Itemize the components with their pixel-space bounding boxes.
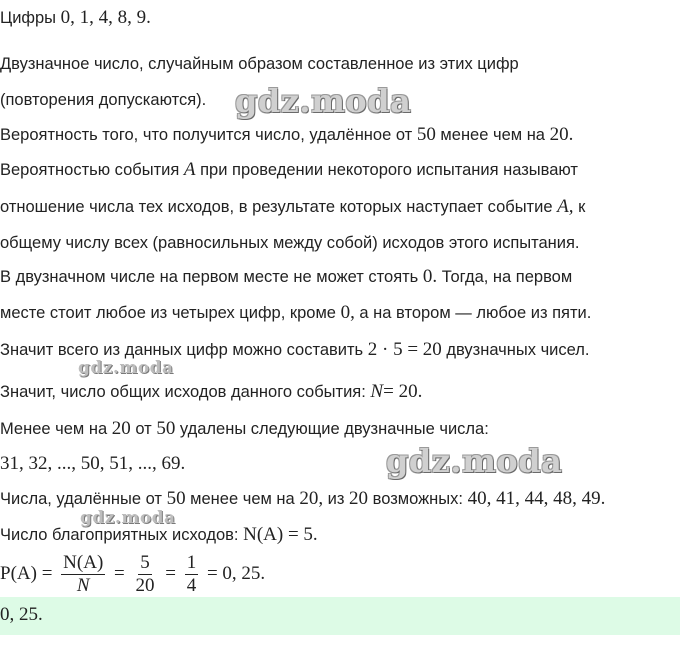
text-fragment: от <box>135 420 152 438</box>
math-symbol: A <box>183 159 196 180</box>
math-expression: = 20. <box>383 381 423 402</box>
statement-line-3: (повторения допускаются). <box>0 91 207 109</box>
text-fragment: Тогда, на первом <box>441 268 573 286</box>
text-fragment: менее чем на <box>440 126 545 144</box>
fraction-numerator: 1 <box>186 552 197 574</box>
text-fragment: а на втором — любое из пяти. <box>359 304 592 322</box>
math-symbol: N <box>370 381 384 402</box>
math-number: 0. <box>422 266 438 287</box>
text-fragment: Значит всего из данных цифр можно составить <box>0 341 364 359</box>
equals-sign: = <box>165 563 176 584</box>
text-fragment: Вероятность того, что получится число, удалённое от <box>0 126 413 144</box>
statement-line-4 <box>0 123 573 147</box>
formula-lhs: P(A) = <box>0 563 53 584</box>
solution-line-1 <box>0 265 572 289</box>
text-fragment: Вероятностью события <box>0 161 180 179</box>
text-fragment: Числа, удалённые от <box>0 490 162 508</box>
text-fragment: удалены следующие двузначные числа: <box>179 420 489 438</box>
text-fragment: месте стоит любое из четырех цифр, кроме <box>0 304 336 322</box>
text-fragment: В двузначном числе на первом месте не может стоять <box>0 268 419 286</box>
fraction-numerator: N(A) <box>63 552 104 574</box>
math-number: 20 <box>349 488 369 509</box>
digits-list: 0, 1, 4, 8, 9. <box>60 7 151 28</box>
math-expression: N(A) = 5. <box>243 524 318 545</box>
math-number: 50 <box>416 124 436 145</box>
statement-line-2: Двузначное число, случайным образом составленное из этих цифр <box>0 55 519 73</box>
math-number: 20 <box>111 418 131 439</box>
fraction-denominator: N <box>76 575 90 597</box>
fraction <box>134 552 157 597</box>
answer-box <box>0 597 680 635</box>
text-fragment: Значит, число общих исходов данного события: <box>0 383 366 401</box>
math-number: 50 <box>156 418 176 439</box>
definition-line-3: общему числу всех (равносильных между собой) исходов этого испытания. <box>0 234 580 252</box>
digits-line <box>0 6 151 30</box>
watermark: gdz.moda <box>235 82 412 120</box>
equals-sign: = <box>114 563 125 584</box>
definition-line-1 <box>0 158 578 182</box>
math-number: 50 <box>166 488 186 509</box>
math-number: 20. <box>549 124 574 145</box>
solution-line-4 <box>0 380 422 404</box>
number-range: 31, 32, ..., 50, 51, ..., 69. <box>0 453 186 474</box>
answer-value: 0, 25. <box>0 604 43 625</box>
fraction <box>185 552 199 597</box>
text-fragment: Число благоприятных исходов: <box>0 526 239 544</box>
definition-line-2 <box>0 195 585 219</box>
watermark: gdz.moda <box>78 358 174 378</box>
solution-line-2 <box>0 301 591 325</box>
math-symbol: A, <box>557 196 574 217</box>
text-fragment: менее чем на <box>190 490 295 508</box>
fraction <box>61 552 105 597</box>
probability-formula <box>0 550 265 598</box>
text-fragment: при проведении некоторого испытания называют <box>200 161 578 179</box>
digits-label: Цифры <box>0 9 57 27</box>
fraction-denominator: 20 <box>135 575 155 597</box>
formula-result: = 0, 25. <box>206 563 266 584</box>
text-fragment: из <box>327 490 345 508</box>
text-fragment: Менее чем на <box>0 420 108 438</box>
math-expression: 2 · 5 = 20 <box>367 339 442 360</box>
math-list: 40, 41, 44, 48, 49. <box>467 488 606 509</box>
solution-line-5 <box>0 417 489 441</box>
text-fragment: к <box>578 198 586 216</box>
math-number: 0, <box>340 302 355 323</box>
watermark: gdz.moda <box>386 442 563 480</box>
fraction-denominator: 4 <box>186 575 197 597</box>
watermark: gdz.moda <box>80 508 176 528</box>
math-number: 20, <box>299 488 324 509</box>
text-fragment: двузначных чисел. <box>446 341 590 359</box>
text-fragment: отношение числа тех исходов, в результате которых наступает событие <box>0 198 553 216</box>
fraction-numerator: 5 <box>140 552 150 574</box>
text-fragment: возможных: <box>372 490 463 508</box>
